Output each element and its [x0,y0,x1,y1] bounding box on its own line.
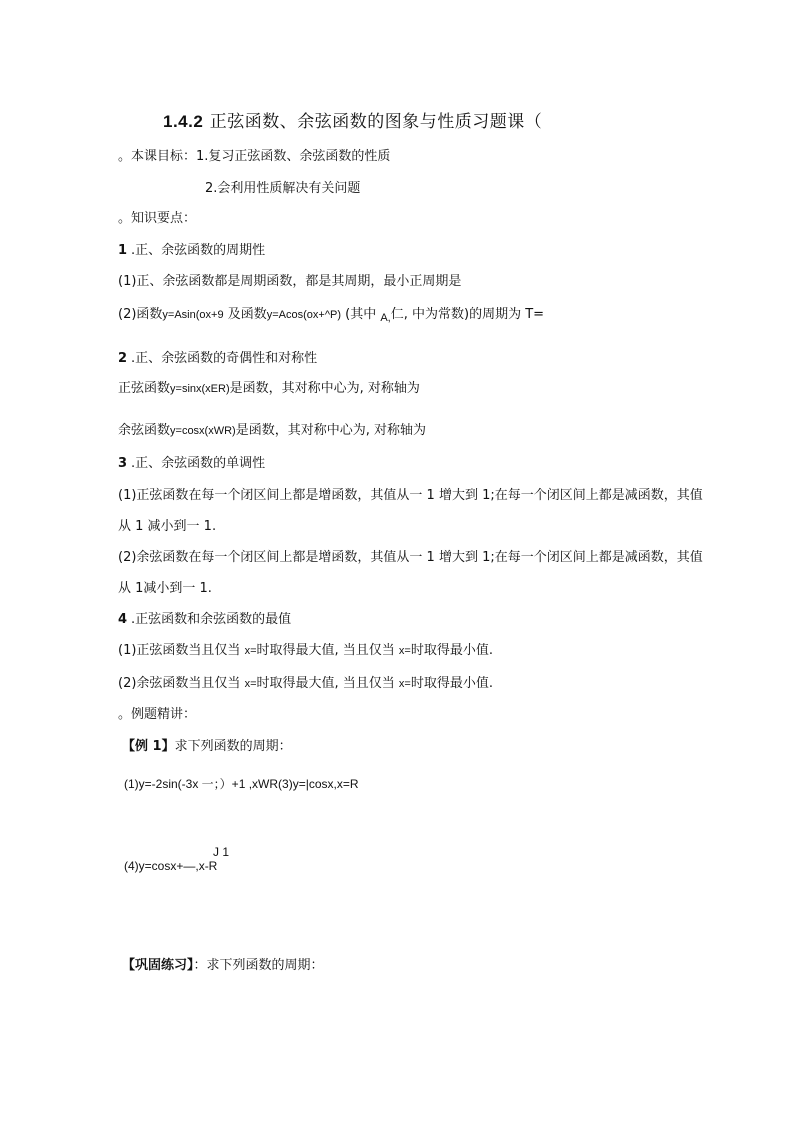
section-3-number: 3 [118,456,128,471]
formula: y=Acos(ox+^P) [266,309,341,321]
section-1-line-2 [118,306,544,327]
text-fragment: 正弦函数 [118,381,171,396]
section-4-line-2 [118,675,493,693]
section-4-line-1 [118,642,493,660]
goal-item-1: 1.复习正弦函数、余弦函数的性质 [196,149,391,164]
text-fragment: 余弦函数 [118,423,171,438]
examples-heading: 。例题精讲： [118,707,197,722]
practice-prompt: ：求下列函数的周期： [193,958,324,973]
text-fragment: 时取得最小值. [410,676,493,691]
text-fragment: (2)函数 [118,307,163,322]
section-2-heading [118,350,317,368]
section-2-cos-line [118,422,426,440]
example-1-expression-2-superscript: J 1 [213,845,230,859]
section-1-title: .正、余弦函数的周期性 [131,243,266,258]
text-fragment: (2)余弦函数当且仅当 [118,676,241,691]
section-3-line-3: (2)余弦函数在每一个闭区间上都是增函数，其值从一 1 增大到 1;在每一个闭区间上都是减函数，其值 [118,550,703,565]
formula: x= [398,645,411,657]
section-3-line-4: 从 1减小到一 1. [118,581,212,596]
example-1-expression-1: (1)y=-2sin(-3x 一；）+1 ,xWR(3)y=|cosx,x=R [124,777,359,791]
section-3-line-2: 从 1 减小到一 1. [118,519,217,534]
section-4-number: 4 [118,612,128,627]
section-3-line-1: (1)正弦函数在每一个闭区间上都是增函数，其值从一 1 增大到 1;在每一个闭区间上都是减函数，其值 [118,488,703,503]
formula: A, [380,312,391,324]
section-4-heading [118,611,291,629]
section-2-number: 2 [118,351,128,366]
text-fragment: 是函数，其对称中心为, 对称轴为 [235,423,426,438]
text-fragment: 时取得最大值, 当且仅当 [256,643,395,658]
text-fragment: 时取得最大值, 当且仅当 [256,676,395,691]
section-3-heading [118,455,265,473]
goals-line-2 [205,180,360,198]
example-1-expression-2: (4)y=cosx+—,x-R [124,859,218,873]
practice-heading [122,957,324,975]
section-1-line-1: (1)正、余弦函数都是周期函数，都是其周期，最小正周期是 [118,274,462,289]
text-fragment: (1)正弦函数当且仅当 [118,643,241,658]
text-fragment: 时取得最小值. [410,643,493,658]
section-2-sin-line [118,380,420,398]
formula: y=sinx(xER) [170,383,230,395]
example-1-label: 【例 1】 [122,739,175,754]
goals-line-1 [118,148,390,166]
section-3-title: .正、余弦函数的单调性 [131,456,266,471]
example-1-prompt: 求下列函数的周期： [174,739,292,754]
text-fragment: 及函数 [227,307,267,322]
text-fragment: 是函数，其对称中心为, 对称轴为 [229,381,420,396]
section-1-heading [118,242,265,260]
formula: x= [244,645,257,657]
title-text: 正弦函数、余弦函数的图象与性质习题课（ [209,112,543,132]
goal-item-2: 2.会利用性质解决有关问题 [205,181,361,196]
knowledge-heading: 。知识要点： [118,211,197,226]
title-number: 1.4.2 [163,112,204,131]
section-4-title: .正弦函数和余弦函数的最值 [131,612,292,627]
section-1-number: 1 [118,243,128,258]
practice-label: 【巩固练习】 [122,958,194,973]
example-1-heading [122,738,292,756]
text-fragment: (其中 [345,307,377,322]
formula: x= [244,678,257,690]
formula: y=cosx(xWR) [170,425,236,437]
page-title [163,113,542,131]
formula: x= [398,678,411,690]
section-2-title: .正、余弦函数的奇偶性和对称性 [131,351,318,366]
formula: y=Asin(ox+9 [162,309,224,321]
goals-prefix: 。本课目标： [118,149,197,164]
text-fragment: 仁, 中为常数)的周期为 T= [390,307,545,322]
